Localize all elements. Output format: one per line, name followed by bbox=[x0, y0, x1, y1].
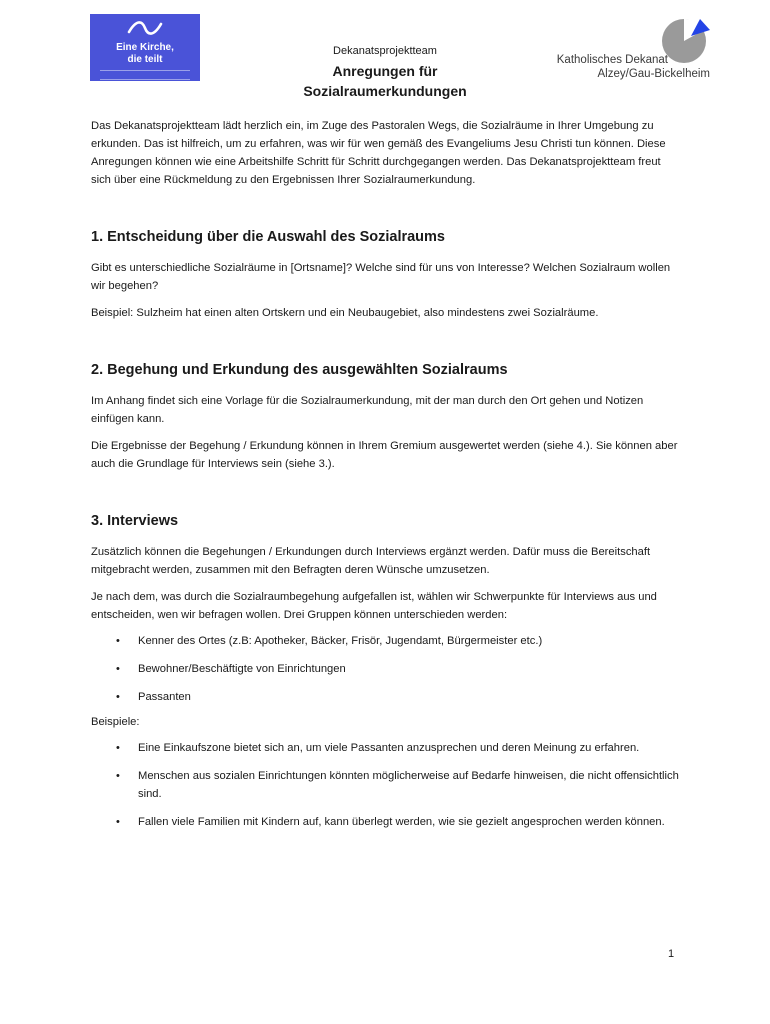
section-heading: 1. Entscheidung über die Auswahl des Sozialraums bbox=[91, 229, 445, 245]
document-header bbox=[270, 44, 500, 101]
bullet-icon: • bbox=[116, 663, 120, 675]
list-item: • Bewohner/Beschäftigte von Einrichtungen bbox=[91, 660, 681, 678]
eine-kirche-logo bbox=[90, 14, 200, 81]
intro-paragraph: Das Dekanatsprojektteam lädt herzlich ein, im Zuge des Pastoralen Wegs, die Sozialräume in Ihrer Umgebung zu erkunden. Das ist hilfreich, um zu erfahren, was wir für wen gemäß des Evangeliums Jesu Christi tun können. Diese Anregungen können wie eine Arbeitshilfe Schritt für Schritt durchgegangen werden. Das Dekanatsprojektteam freut sich über eine Rückmeldung zu den Ergebnissen Ihrer Sozialraumerkundung. bbox=[91, 120, 666, 186]
interview-groups-list bbox=[91, 632, 681, 706]
dekanat-name-line1: Katholisches Dekanat bbox=[556, 54, 668, 66]
pie-logo-icon bbox=[660, 16, 716, 66]
list-item: • Passanten bbox=[91, 688, 681, 706]
logo-text-line2: die teilt bbox=[127, 54, 163, 65]
paragraph: Zusätzlich können die Begehungen / Erkundungen durch Interviews ergänzt werden. Dafür muss die Bereitschaft mitgebracht werden, zusammen mit den Befragten deren Wünsche umzusetzen. bbox=[91, 546, 651, 576]
dekanat-logo bbox=[520, 12, 720, 87]
paragraph: Je nach dem, was durch die Sozialraumbegehung aufgefallen ist, wählen wir Schwerpunkte für Interviews aus und entscheiden, wen wir befragen wollen. Drei Gruppen können unterschieden werden: bbox=[91, 591, 657, 621]
bullet-icon: • bbox=[116, 635, 120, 647]
bullet-icon: • bbox=[116, 770, 120, 782]
bullet-icon: • bbox=[116, 742, 120, 754]
section-2 bbox=[91, 360, 681, 473]
document-body bbox=[91, 117, 681, 841]
list-item: • Fallen viele Familien mit Kindern auf, kann überlegt werden, wie sie gezielt angesprochen werden können. bbox=[91, 813, 681, 831]
examples-list bbox=[91, 739, 681, 831]
paragraph: Im Anhang findet sich eine Vorlage für die Sozialraumerkundung, mit der man durch den Ort gehen und Notizen einfügen kann. bbox=[91, 395, 644, 425]
title-line-2: Sozialraumerkundungen bbox=[303, 83, 467, 99]
section-heading: 2. Begehung und Erkundung des ausgewählten Sozialraums bbox=[91, 362, 508, 378]
list-item: • Eine Einkaufszone bietet sich an, um viele Passanten anzusprechen und deren Meinung zu erfahren. bbox=[91, 739, 681, 757]
page-number: 1 bbox=[668, 948, 675, 960]
section-1 bbox=[91, 227, 681, 322]
logo-small-print bbox=[100, 70, 190, 80]
dekanat-name-line2: Alzey/Gau-Bickelheim bbox=[597, 68, 710, 80]
title-line-1: Anregungen für bbox=[332, 63, 438, 79]
list-item: • Kenner des Ortes (z.B: Apotheker, Bäcker, Frisör, Jugendamt, Bürgermeister etc.) bbox=[91, 632, 681, 650]
paragraph: Gibt es unterschiedliche Sozialräume in [Ortsname]? Welche sind für uns von Interesse? Welchen Sozialraum wollen wir begehen? bbox=[91, 262, 671, 292]
list-item: • Menschen aus sozialen Einrichtungen könnten möglicherweise auf Bedarfe hinweisen, die nicht offensichtlich sind. bbox=[91, 767, 681, 803]
bullet-icon: • bbox=[116, 691, 120, 703]
paragraph: Die Ergebnisse der Begehung / Erkundung können in Ihrem Gremium ausgewertet werden (siehe 4.). Sie können aber auch die Grundlage für Interviews sein (siehe 3.). bbox=[91, 440, 678, 470]
paragraph: Beispiel: Sulzheim hat einen alten Ortskern und ein Neubaugebiet, also mindestens zwei Sozialräume. bbox=[91, 307, 599, 319]
examples-label: Beispiele: bbox=[91, 716, 140, 728]
wave-icon bbox=[126, 18, 164, 38]
bullet-icon: • bbox=[116, 816, 120, 828]
section-heading: 3. Interviews bbox=[91, 513, 179, 529]
header-subtitle: Dekanatsprojektteam bbox=[333, 45, 437, 57]
section-3 bbox=[91, 511, 681, 831]
logo-text-line1: Eine Kirche, bbox=[116, 42, 174, 53]
